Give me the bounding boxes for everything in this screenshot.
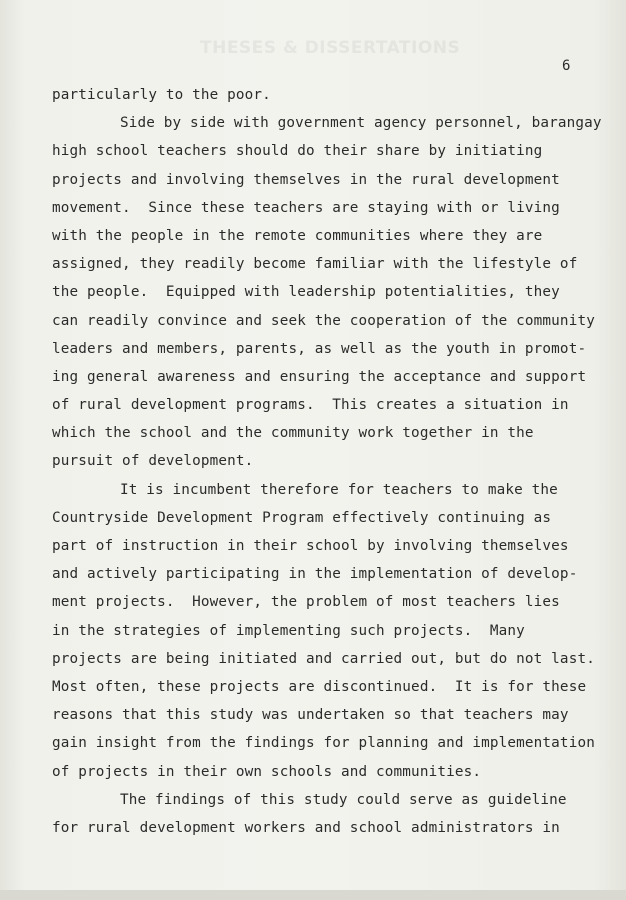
text-line: pursuit of development. [52, 453, 254, 470]
text-line: assigned, they readily become familiar with the lifestyle of [52, 256, 578, 273]
watermark-stamp: THESES & DISSERTATIONS [200, 38, 461, 58]
text-line: projects are being initiated and carried out, but do not last. [52, 650, 595, 667]
text-line: which the school and the community work together in the [52, 425, 534, 442]
text-line: leaders and members, parents, as well as the youth in promot- [52, 340, 587, 357]
text-line: projects and involving themselves in the rural development [52, 171, 560, 188]
scan-footer-strip [0, 890, 626, 900]
body-text [52, 81, 612, 842]
text-line: movement. Since these teachers are staying with or living [52, 199, 560, 216]
text-line: It is incumbent therefore for teachers to make the [120, 481, 558, 498]
text-line: The findings of this study could serve as guideline [120, 791, 567, 808]
text-line: ing general awareness and ensuring the acceptance and support [52, 368, 587, 385]
text-line: of rural development programs. This creates a situation in [52, 397, 569, 414]
text-line: for rural development workers and school administrators in [52, 819, 560, 836]
text-line: gain insight from the findings for planning and implementation [52, 735, 595, 752]
text-line: Side by side with government agency personnel, barangay [120, 115, 602, 132]
text-line: the people. Equipped with leadership potentialities, they [52, 284, 560, 301]
page-number: 6 [562, 58, 571, 74]
text-line: particularly to the poor. [52, 87, 271, 103]
text-line: Countryside Development Program effectively continuing as [52, 509, 552, 526]
text-line: in the strategies of implementing such projects. Many [52, 622, 525, 639]
text-line: high school teachers should do their share by initiating [52, 143, 543, 160]
text-line: can readily convince and seek the cooperation of the community [52, 312, 595, 329]
text-line: reasons that this study was undertaken so that teachers may [52, 707, 569, 724]
text-line: and actively participating in the implementation of develop- [52, 566, 578, 583]
text-line: with the people in the remote communities where they are [52, 227, 543, 244]
text-line: part of instruction in their school by involving themselves [52, 538, 569, 554]
text-line: Most often, these projects are discontinued. It is for these [52, 678, 587, 695]
text-line: ment projects. However, the problem of most teachers lies [52, 594, 560, 611]
text-line: of projects in their own schools and communities. [52, 763, 482, 780]
